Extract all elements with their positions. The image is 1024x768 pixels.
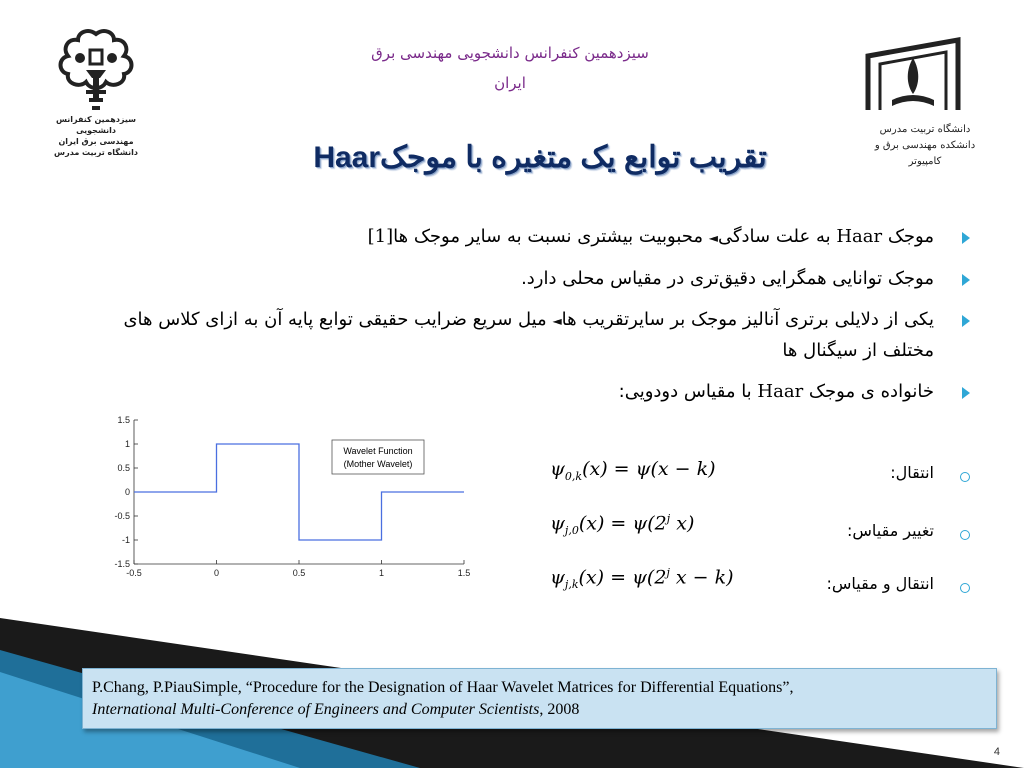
citation-marker: [1] — [367, 226, 394, 247]
bullet-text: یکی از دلایلی برتری آنالیز موجک بر سایرتقریب ها — [561, 309, 934, 330]
bullet-item — [70, 222, 970, 253]
bullet-arrow-icon — [962, 387, 970, 399]
implies-arrow-icon: ◄ — [708, 231, 718, 245]
formula-subscript: j,k — [564, 578, 579, 592]
haar-wavelet-chart — [104, 408, 484, 588]
formula-body: x) — [670, 512, 695, 535]
formula-scaling — [550, 512, 694, 537]
chart-legend-line1: Wavelet Function — [343, 446, 413, 456]
bullet-text: خانواده ی موجک — [803, 381, 934, 402]
bullet-list — [70, 222, 970, 418]
conference-title-line2: ایران — [494, 74, 526, 92]
sub-bullet-circle-icon — [960, 530, 970, 540]
formula-superscript: j — [666, 512, 671, 525]
university-logo-caption — [866, 122, 984, 170]
slide-title-text: تقریب توابع یک متغیره با موجک — [380, 141, 767, 174]
slide-title — [240, 140, 840, 175]
caption-line: مهندسی برق ایران — [58, 137, 134, 146]
caption-line: دانشگاه تربیت مدرس — [879, 124, 971, 135]
chart-y-tick-label: 0.5 — [117, 463, 130, 473]
chart-legend — [332, 440, 424, 474]
bullet-item — [70, 264, 970, 294]
page-number: 4 — [993, 746, 1000, 758]
chart-y-tick-label: -1.5 — [114, 559, 130, 569]
chart-y-tick-label: -1 — [121, 535, 130, 545]
formula-psi: ψ — [550, 458, 565, 480]
formula-psi: ψ — [550, 566, 565, 589]
caption-line: سیزدهمین کنفرانس دانشجویی — [55, 115, 137, 135]
bullet-text: به علت سادگی — [717, 226, 837, 247]
bullet-item — [70, 305, 970, 366]
formula-list — [520, 450, 970, 610]
bullet-text: با مقیاس دودویی: — [618, 381, 758, 402]
formula-body: x − k) — [669, 566, 734, 589]
chart-x-tick-label: -0.5 — [126, 568, 142, 578]
conference-tree-icon — [50, 28, 142, 118]
formula-subscript: 0,k — [564, 469, 583, 483]
implies-arrow-icon: ◄ — [552, 314, 562, 328]
conference-logo — [50, 28, 142, 157]
formula-label-translation: انتقال: — [890, 463, 934, 482]
bullet-arrow-icon — [962, 315, 970, 327]
reference-text: P.Chang, P.PiauSimple, “Procedure for the Designation of Haar Wavelet Matrices for Differential Equations”, — [92, 679, 794, 696]
chart-y-tick-label: -0.5 — [114, 511, 130, 521]
formula-body: (x) = ψ(2 — [578, 512, 667, 535]
caption-line: دانشگاه تربیت مدرس — [54, 148, 138, 157]
formula-psi: ψ — [550, 512, 565, 535]
university-logo — [858, 36, 986, 167]
slide-title-haar: Haar — [313, 141, 381, 174]
chart-x-tick-label: 0.5 — [292, 568, 306, 578]
reference-box — [82, 668, 997, 729]
bullet-item — [70, 377, 970, 407]
chart-x-tick-label: 1 — [378, 568, 385, 578]
university-emblem-icon — [858, 36, 968, 116]
formula-label-translation-scaling: انتقال و مقیاس: — [826, 574, 934, 593]
bullet-text: میل سریع ضرایب حقیقی توابع پایه آن به ازای کلاس های مختلف از سیگنال ها — [123, 309, 934, 361]
conference-logo-caption — [44, 114, 148, 158]
chart-y-tick-label: 1 — [124, 439, 130, 449]
sub-bullet-circle-icon — [960, 472, 970, 482]
formula-body: (x) = ψ(x − k) — [582, 458, 716, 480]
bullet-latin-term: Haar — [836, 226, 883, 247]
caption-line: دانشکده مهندسی برق و کامپیوتر — [874, 140, 976, 167]
bullet-text: موجک توانایی همگرایی دقیق‌تری در مقیاس محلی دارد. — [521, 268, 934, 289]
formula-translation-scaling — [550, 566, 734, 591]
reference-year: , 2008 — [539, 701, 580, 718]
chart-x-tick-label: 1.5 — [457, 568, 471, 578]
conference-title-line1: سیزدهمین کنفرانس دانشجویی مهندسی برق — [371, 44, 649, 62]
conference-title — [300, 38, 720, 98]
bullet-text: موجک — [882, 226, 934, 247]
formula-superscript: j — [666, 566, 670, 579]
formula-body: (x) = ψ(2 — [578, 566, 667, 589]
bullet-latin-term: Haar — [757, 381, 804, 402]
formula-translation — [550, 458, 716, 483]
chart-x-tick-label: 0 — [213, 568, 220, 578]
chart-y-tick-label: 1.5 — [117, 415, 130, 425]
reference-venue: International Multi-Conference of Engineers and Computer Scientists — [92, 701, 540, 718]
sub-bullet-circle-icon — [960, 583, 970, 593]
chart-y-tick-label: 0 — [124, 487, 130, 497]
formula-subscript: j,0 — [564, 524, 579, 538]
chart-legend-line2: (Mother Wavelet) — [343, 459, 413, 469]
bullet-text: محبوبیت بیشتری نسبت به سایر موجک ها — [393, 226, 709, 247]
formula-label-scaling: تغییر مقیاس: — [846, 521, 934, 540]
bullet-arrow-icon — [962, 232, 970, 244]
bullet-arrow-icon — [962, 274, 970, 286]
